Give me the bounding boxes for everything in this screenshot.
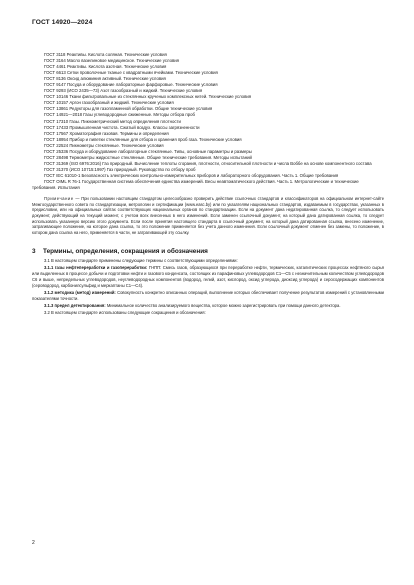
reference-item: ГОСТ IEC 61010-1 Безопасность электрических контрольно-измерительных приборов и лабораторного оборудования. Часть 1. Общие требования [44,172,339,178]
term-label: 3.1.1 газы нефтепереработки и газопереработки: [44,264,148,270]
reference-item: ГОСТ 3164 Масло вазелиновое медицинское. Технические условия [44,58,179,64]
reference-item: ГОСТ 8136 Оксид алюминия активный. Технические условия [44,76,166,82]
reference-item: ГОСТ 17310 Газы. Пикнометрический метод определения плотности [44,118,181,124]
term-3-1-3 [32,303,384,309]
page-header: ГОСТ 14920—2024 [32,19,93,26]
reference-item: ГОСТ 17433 Промышленная чистота. Сжатый воздух. Классы загрязненности [44,124,200,130]
reference-item: ГОСТ 13861 Редукторы для газопламенной обработки. Общие технические условия [44,106,213,112]
reference-item: ГОСТ 10146 Ткани фильтровальные из стеклянных крученых комплексных нитей. Технические условия [44,94,252,100]
reference-item: ГОСТ 28498 Термометры жидкостные стеклянные. Общие технические требования. Методы испытаний [44,154,252,160]
term-label: 3.1.2 методика (метод) измерений: [44,289,116,295]
term-3-1-2 [32,290,384,302]
term-label: 3.1.3 предел детектирования: [44,302,106,308]
page-body [32,52,384,317]
page-number: 2 [32,540,35,546]
reference-item: ГОСТ 31370 (ИСО 10715:1997) Газ природный. Руководство по отбору проб [44,166,196,172]
abbreviations-intro: 3.2 В настоящем стандарте использованы следующие сокращения и обозначения: [44,310,206,316]
terms-section [32,258,384,316]
reference-item: ГОСТ 22524 Пикнометры стеклянные. Технические условия [44,142,164,148]
section-number: 3 [32,247,36,255]
reference-item: ГОСТ 17567 Хроматография газовая. Термины и определения [44,130,169,136]
reference-item: ГОСТ 3118 Реактивы. Кислота соляная. Технические условия [44,52,167,57]
reference-item: ГОСТ 4461 Реактивы. Кислота азотная. Технические условия [44,64,167,70]
reference-item: ГОСТ 9293 (ИСО 2435—73) Азот газообразный и жидкий. Технические условия [44,88,203,94]
normative-references-list [32,52,384,191]
term-definition: Совокупность конкретно описанных операций, выполнение которых обеспечивает получение результатов измерений с установленными показателями точности. [32,289,384,301]
section-title: Термины, определения, сокращения и обозначения [43,247,208,255]
note-paragraph [32,196,384,236]
reference-item: ГОСТ 9147 Посуда и оборудование лабораторные фарфоровые. Технические условия [44,82,218,88]
reference-item: ГОСТ 6613 Сетки проволочные тканые с квадратными ячейками. Технические условия [44,70,218,76]
reference-item: ГОСТ 31369 (ISO 6976:2016) Газ природный. Вычисление теплоты сгорания, плотности, относительной плотности и числа Воббе на основе компонентного состава [44,160,372,166]
term-3-1-1 [32,265,384,289]
note-text: — При пользовании настоящим стандартом целесообразно проверить действие ссылочных стандартов и классификаторов на официальном интернет-сайте Межгосударственного совета по стандартизации, метрологии и сертификации (www.easc.by) или по указателям национальных стандартов, издаваемым в государствах, указанных в предисловии, или на официальных сайтах соответствующих национальных органов по стандартизации. Если на документ дана недатированная ссылка, то следует использовать документ, действующий на текущий момент, с учетом всех внесенных в него изменений. Если заменен ссылочный документ, на который дана датированная ссылка, то следует использовать указанную версию этого документа. Если после принятия настоящего стандарта в ссылочный документ, на который дана датированная ссылка, внесено изменение, затрагивающее положение, на которое дана ссылка, то это положение применяется без учета данного изменения. Если ссылочный документ отменен без замены, то положение, в котором дана ссылка на него, применяется в части, не затрагивающей эту ссылку. [32,196,384,236]
reference-item: ГОСТ 25336 Посуда и оборудование лабораторные стеклянные. Типы, основные параметры и размеры [44,148,252,154]
term-definition: Минимальное количество анализируемого вещества, которое можно зарегистрировать при помощи данного детектора. [105,302,341,308]
reference-item: ГОСТ 10157 Аргон газообразный и жидкий. Технические условия [44,100,174,106]
reference-item: ГОСТ 18954 Прибор и пипетки стеклянные для отбора и хранения проб газа. Технические условия [44,136,242,142]
note-label: Примечание [44,196,74,202]
terms-intro: 3.1 В настоящем стандарте применены следующие термины с соответствующими определениями: [44,257,238,263]
reference-item: ГОСТ OIML R 76-1 Государственная система обеспечения единства измерений. Весы неавтоматического действия. Часть 1. Метрологические и технические требования. Испытания [32,178,359,191]
section-heading [32,247,384,256]
reference-item: ГОСТ 14921—2018 Газы углеводородные сжиженные. Методы отбора проб [44,112,195,118]
term-definition: ГНПП: Смесь газов, образующихся при переработке нефти, термических, каталитических процессах нефтяного сырья или выделенных в процессе добычи и подготовки нефти и газового конденсата, состоящих из парафиновых углеводородов С1—С5 с незначительным количеством углеводородов С6 и выше, непредельных углеводородов, неуглеводородных компонентов (водород, гелий, азот, кислород, оксид углерода, диоксид углерода) и серосодержащих компонентов (сероводород, карбонилсульфид и меркаптаны С1—С4). [32,264,384,288]
